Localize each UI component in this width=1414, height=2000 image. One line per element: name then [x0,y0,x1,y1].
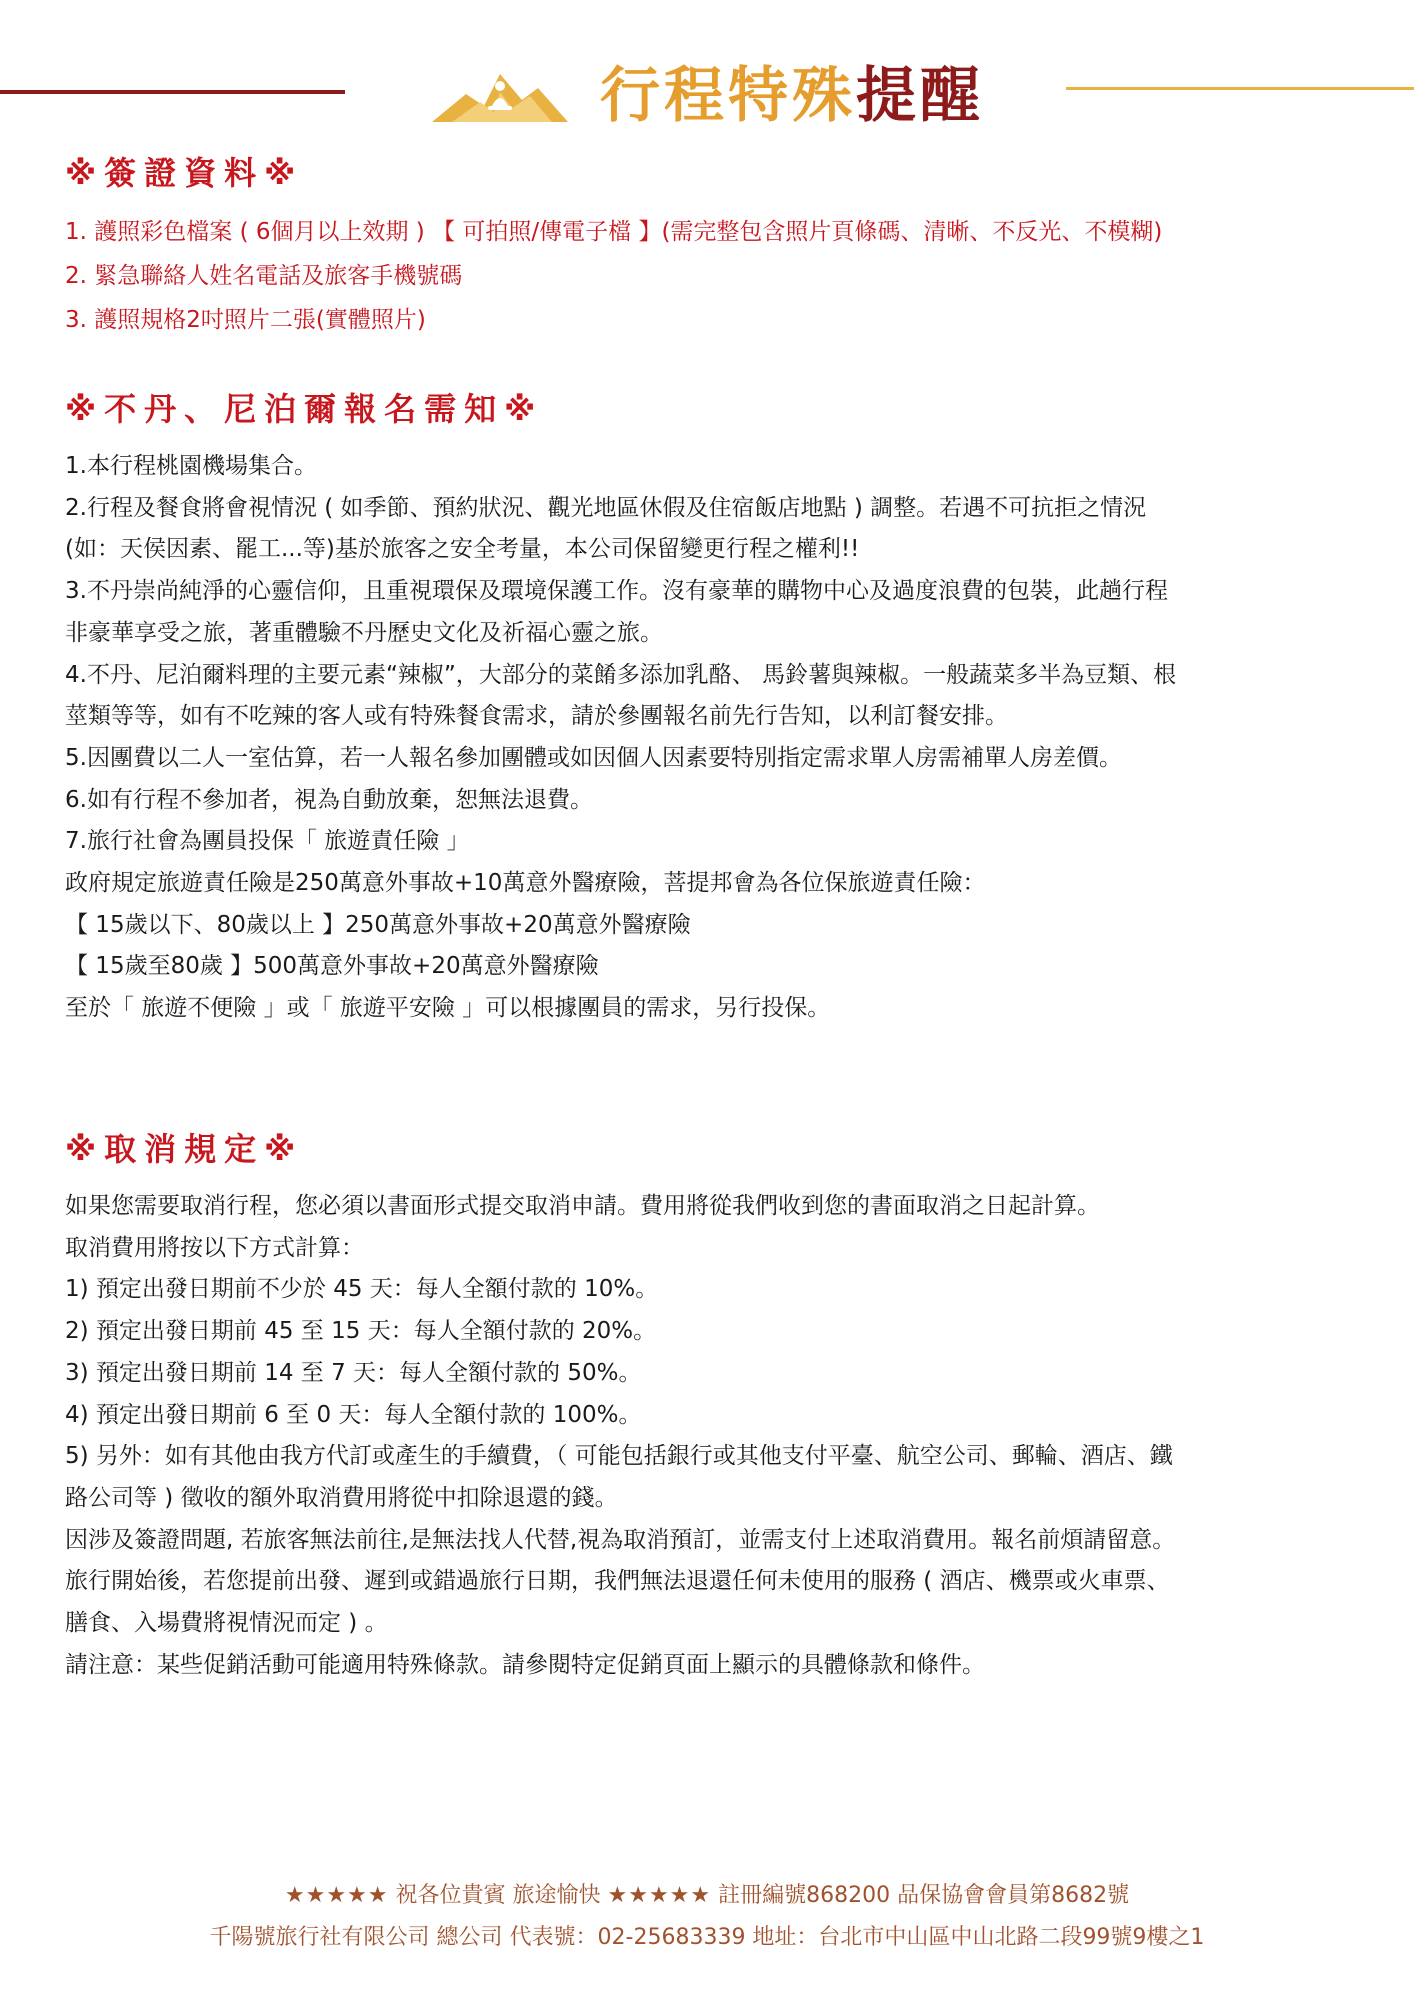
cancellation-item: 2) 預定出發日期前 45 至 15 天：每人全額付款的 20%。 [65,1318,657,1345]
cancellation-item: 3) 預定出發日期前 14 至 7 天：每人全額付款的 50%。 [65,1359,642,1386]
registration-item: (如：天侯因素、罷工...等)基於旅客之安全考量，本公司保留變更行程之權利!! [65,536,860,563]
page-title [600,48,984,134]
registration-item: 3.不丹崇尚純淨的心靈信仰，且重視環保及環境保護工作。沒有豪華的購物中心及過度浪費的包裝，此趟行程 [65,578,1168,605]
registration-item: 政府規定旅遊責任險是250萬意外事故+10萬意外醫療險，菩提邦會為各位保旅遊責任險： [65,870,986,897]
cancellation-item: 路公司等 ) 徵收的額外取消費用將從中扣除退還的錢。 [65,1484,618,1511]
cancellation-heading: ※取消規定※ [65,1130,304,1168]
registration-item: 5.因團費以二人一室估算，若一人報名參加團體或如因個人因素要特別指定需求單人房需補單人房差價。 [65,744,1122,771]
star-rating-icon: ★★★★★ [284,1883,389,1908]
visa-item: 3. 護照規格2吋照片二張(實體照片) [65,307,426,333]
registration-item: 莖類等等，如有不吃辣的客人或有特殊餐食需求，請於參團報名前先行告知，以利訂餐安排。 [65,703,1008,730]
footer-registration: 註冊編號868200 品保協會會員第8682號 [718,1883,1130,1908]
mountain-buddha-icon [432,60,568,124]
visa-heading: ※簽證資料※ [65,154,304,192]
cancellation-item: 請注意：某些促銷活動可能適用特殊條款。請參閱特定促銷頁面上顯示的具體條款和條件。 [65,1651,985,1678]
registration-item: 6.如有行程不參加者，視為自動放棄，恕無法退費。 [65,786,593,813]
cancellation-item: 4) 預定出發日期前 6 至 0 天：每人全額付款的 100%。 [65,1401,642,1428]
cancellation-section [65,1124,1355,1686]
visa-item: 1. 護照彩色檔案 ( 6個月以上效期 ) 【 可拍照/傳電子檔 】(需完整包含照片頁條碼、清晰、不反光、不模糊) [65,219,1163,245]
registration-item: 1.本行程桃園機場集合。 [65,453,317,479]
footer-line-2 [0,1920,1414,1951]
footer-company: 千陽號旅行社有限公司 總公司 代表號：02-25683339 地址：台北市中山區中山北路二段99號9樓之1 [209,1925,1205,1950]
registration-section [65,384,1355,1030]
title-part-1: 行程特殊 [600,61,856,131]
registration-item: 2.行程及餐食將會視情況 ( 如季節、預約狀況、觀光地區休假及住宿飯店地點 ) 調整。若遇不可抗拒之情況 [65,494,1147,521]
registration-item: 4.不丹、尼泊爾料理的主要元素“辣椒”，大部分的菜餚多添加乳酪、 馬鈴薯與辣椒。一般蔬菜多半為豆類、根 [65,661,1177,688]
cancellation-item: 1) 預定出發日期前不少於 45 天：每人全額付款的 10%。 [65,1276,659,1303]
visa-list [65,210,1355,342]
cancellation-item: 取消費用將按以下方式計算： [65,1234,364,1261]
registration-item: 7.旅行社會為團員投保「 旅遊責任險 」 [65,828,470,855]
cancellation-list [65,1186,1355,1686]
registration-item: 【 15歲至80歲 】500萬意外事故+20萬意外醫療險 [65,953,599,980]
header-rule-right [1066,87,1414,90]
cancellation-item: 5) 另外：如有其他由我方代訂或產生的手續費，（ 可能包括銀行或其他支付平臺、航空公司、郵輪、酒店、鐵 [65,1443,1173,1470]
registration-item: 非豪華享受之旅，著重體驗不丹歷史文化及祈福心靈之旅。 [65,619,663,646]
visa-section [65,148,1355,342]
title-part-2: 提醒 [856,61,984,131]
header-rule-left [0,90,345,94]
registration-heading: ※不丹、尼泊爾報名需知※ [65,390,544,428]
cancellation-item: 旅行開始後，若您提前出發、遲到或錯過旅行日期，我們無法退還任何未使用的服務 ( 酒店、機票或火車票、 [65,1568,1170,1595]
registration-list [65,446,1355,1030]
footer-greeting: 祝各位貴賓 旅途愉快 [395,1883,601,1908]
registration-item: 【 15歲以下、80歲以上 】250萬意外事故+20萬意外醫療險 [65,911,691,938]
footer-line-1 [0,1878,1414,1909]
cancellation-item: 因涉及簽證問題, 若旅客無法前往,是無法找人代替,視為取消預訂，並需支付上述取消費用。報名前煩請留意。 [65,1526,1176,1553]
cancellation-item: 如果您需要取消行程，您必須以書面形式提交取消申請。費用將從我們收到您的書面取消之日起計算。 [65,1193,1100,1219]
cancellation-item: 膳食、入場費將視情況而定 ) 。 [65,1610,388,1637]
star-rating-icon: ★★★★★ [607,1883,712,1908]
page-header [0,40,1414,140]
registration-item: 至於「 旅遊不便險 」或「 旅遊平安險 」可以根據團員的需求，另行投保。 [65,995,831,1022]
visa-item: 2. 緊急聯絡人姓名電話及旅客手機號碼 [65,263,463,289]
